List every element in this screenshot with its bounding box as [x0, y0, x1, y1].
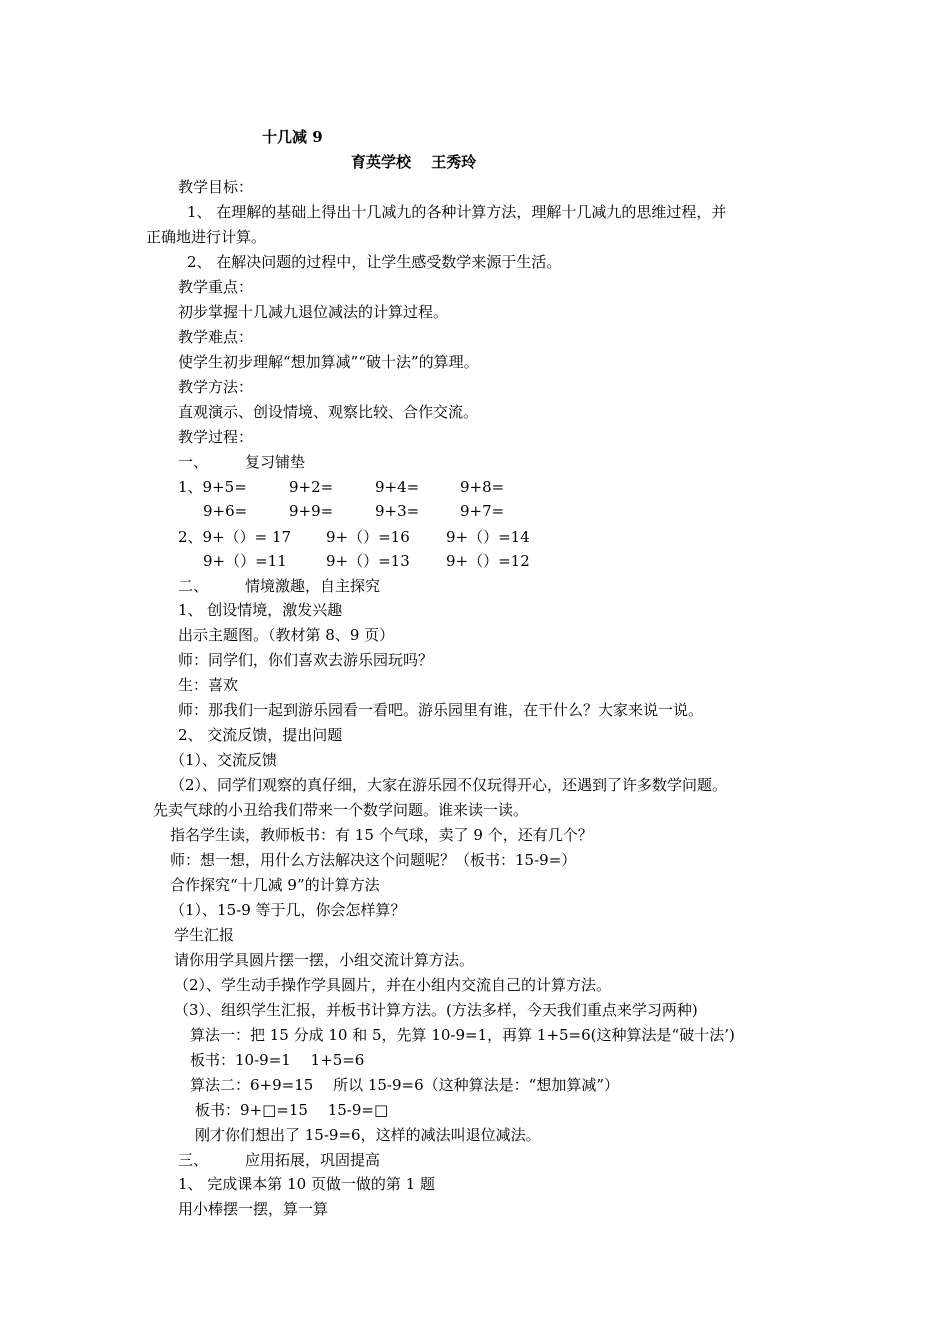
text-line: 1、 创设情境，激发兴趣: [178, 601, 343, 619]
exercise-item: 2、9+（）= 17: [178, 528, 292, 546]
text-line: 刚才你们想出了 15-9=6，这样的减法叫退位减法。: [195, 1126, 541, 1144]
section-number: 二、: [178, 577, 209, 595]
text-line: 2、 在解决问题的过程中，让学生感受数学来源于生活。: [187, 253, 562, 271]
exercise-item: 9+7=: [460, 502, 505, 520]
heading-process: 教学过程：: [178, 428, 254, 446]
text-line: 板书：9+□=15 15-9=□: [195, 1101, 389, 1119]
exercise-item: 9+2=: [289, 478, 334, 496]
text-line: 2、 交流反馈，提出问题: [178, 726, 343, 744]
text-line: 师：想一想，用什么方法解决这个问题呢？（板书：15-9=）: [170, 851, 577, 869]
text-line: 正确地进行计算。: [146, 228, 267, 246]
section-heading: 复习铺垫: [245, 453, 306, 471]
exercise-item: 1、9+5=: [178, 478, 247, 496]
text-line: 使学生初步理解“想加算减”“破十法”的算理。: [178, 353, 479, 371]
heading-key-points: 教学重点：: [178, 278, 254, 296]
exercise-item: 9+6=: [203, 502, 248, 520]
text-line: 先卖气球的小丑给我们带来一个数学问题。谁来读一读。: [153, 801, 529, 819]
section-number: 三、: [178, 1151, 209, 1169]
text-line: （1）、交流反馈: [170, 751, 278, 769]
text-line: （3）、组织学生汇报，并板书计算方法。(方法多样，今天我们重点来学习两种): [174, 1001, 698, 1019]
text-line: 1、 在理解的基础上得出十几减九的各种计算方法，理解十几减九的思维过程，并: [187, 203, 727, 221]
text-line: 板书：10-9=1 1+5=6: [190, 1051, 365, 1069]
text-line: 指名学生读，教师板书：有 15 个气球，卖了 9 个，还有几个？: [170, 826, 593, 844]
text-line: （1）、15-9 等于几，你会怎样算？: [170, 901, 406, 919]
author-line: 育英学校 王秀玲: [351, 153, 477, 171]
exercise-item: 9+（）=12: [446, 552, 530, 570]
heading-objectives: 教学目标：: [178, 178, 254, 196]
section-heading: 情境激趣，自主探究: [245, 577, 381, 595]
text-line: （2）、同学们观察的真仔细，大家在游乐园不仅玩得开心，还遇到了许多数学问题。: [170, 776, 728, 794]
heading-methods: 教学方法：: [178, 378, 254, 396]
text-line: 1、 完成课本第 10 页做一做的第 1 题: [178, 1175, 436, 1193]
text-line: 学生汇报: [174, 926, 235, 944]
section-number: 一、: [178, 453, 209, 471]
exercise-item: 9+（）=14: [446, 528, 530, 546]
text-line: 请你用学具圆片摆一摆，小组交流计算方法。: [174, 951, 475, 969]
exercise-item: 9+（）=13: [326, 552, 410, 570]
text-line: （2）、学生动手操作学具圆片，并在小组内交流自己的计算方法。: [174, 976, 612, 994]
text-line: 算法二：6+9=15 所以 15-9=6（这种算法是：“想加算减”）: [190, 1076, 619, 1094]
text-line: 用小棒摆一摆，算一算: [178, 1200, 329, 1218]
text-line: 直观演示、创设情境、观察比较、合作交流。: [178, 403, 479, 421]
exercise-item: 9+8=: [460, 478, 505, 496]
text-line: 初步掌握十几减九退位减法的计算过程。: [178, 303, 449, 321]
exercise-item: 9+4=: [375, 478, 420, 496]
exercise-item: 9+9=: [289, 502, 334, 520]
section-heading: 应用拓展，巩固提高: [245, 1151, 381, 1169]
heading-difficulties: 教学难点：: [178, 328, 254, 346]
text-line: 合作探究“十几减 9”的计算方法: [170, 876, 380, 894]
exercise-item: 9+（）=16: [326, 528, 410, 546]
document-title: 十几减 9: [262, 128, 323, 146]
text-line: 出示主题图。（教材第 8、9 页）: [178, 626, 395, 644]
text-line: 师：同学们，你们喜欢去游乐园玩吗？: [178, 651, 434, 669]
exercise-item: 9+3=: [375, 502, 420, 520]
exercise-item: 9+（）=11: [203, 552, 287, 570]
text-line: 生：喜欢: [178, 676, 239, 694]
text-line: 师：那我们一起到游乐园看一看吧。游乐园里有谁，在干什么？大家来说一说。: [178, 701, 704, 719]
text-line: 算法一：把 15 分成 10 和 5，先算 10-9=1，再算 1+5=6(这种算法是“破十法’): [190, 1026, 735, 1044]
